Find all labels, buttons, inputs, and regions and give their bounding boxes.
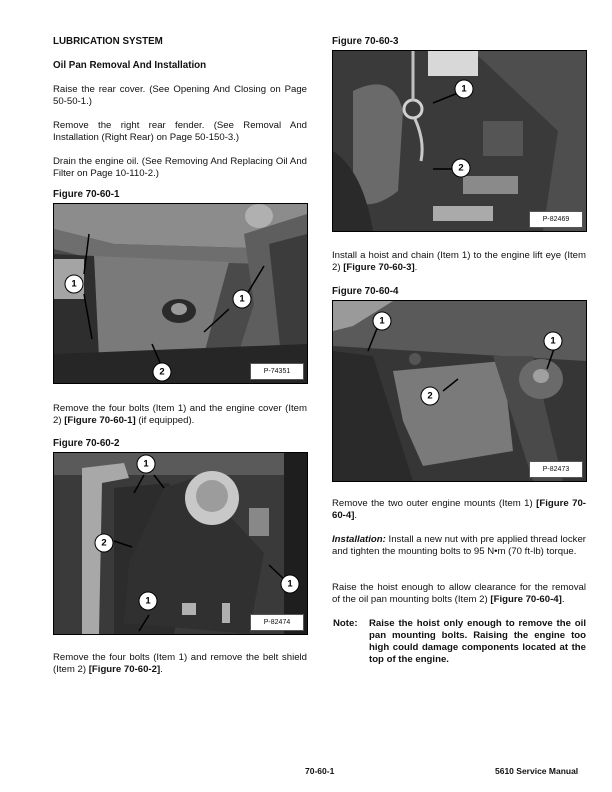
callout-item-1: 1	[544, 332, 563, 351]
engine-mounts-photo	[333, 301, 586, 481]
step-raise-hoist	[332, 582, 586, 606]
hoist-chain-photo	[333, 51, 586, 231]
callout-item-2: 2	[153, 363, 172, 382]
page-number: 70-60-1	[305, 766, 335, 776]
photo-code: P-74351	[250, 363, 304, 380]
step-text: .	[414, 262, 418, 273]
section-title: LUBRICATION SYSTEM	[53, 36, 163, 47]
step-remove-belt-shield	[53, 652, 307, 676]
note-text: Raise the hoist only enough to remove the oil pan mounting bolts. Raising the engine too high could damage components located at the top of the engine.	[369, 618, 586, 665]
photo-code: P-82474	[250, 614, 304, 631]
callout-item-2: 2	[95, 534, 114, 553]
figure-reference[interactable]: [Figure 70-60-2]	[88, 664, 161, 675]
callout-item-1: 1	[233, 290, 252, 309]
step-text: .	[160, 664, 163, 675]
callout-item-2: 2	[421, 387, 440, 406]
procedure-title: Oil Pan Removal And Installation	[53, 60, 207, 71]
figure-caption: Figure 70-60-3	[332, 36, 399, 47]
figure-70-60-2-photo	[53, 452, 308, 635]
engine-cover-photo	[54, 204, 307, 383]
figure-reference[interactable]: [Figure 70-60-1]	[64, 415, 136, 426]
callout-item-1: 1	[281, 575, 300, 594]
callout-item-1: 1	[137, 455, 156, 474]
callout-item-1: 1	[373, 312, 392, 331]
installation-instruction	[332, 534, 586, 558]
figure-reference[interactable]: [Figure 70-60-4]	[332, 498, 586, 521]
figure-reference[interactable]: [Figure 70-60-3]	[343, 262, 415, 273]
figure-70-60-4-photo	[332, 300, 587, 482]
figure-70-60-1-photo	[53, 203, 308, 384]
figure-caption: Figure 70-60-2	[53, 438, 120, 449]
figure-reference[interactable]: [Figure 70-60-4]	[490, 594, 562, 605]
step-remove-fender: Remove the right rear fender. (See Removal And Installation (Right Rear) on Page 50-150-3.)	[53, 120, 307, 143]
step-drain-oil: Drain the engine oil. (See Removing And Replacing Oil And Filter on Page 10-110-2.)	[53, 156, 307, 179]
step-text: Remove the four bolts (Item 1) and remove the belt shield (Item 2)	[53, 652, 307, 675]
photo-code: P-82469	[529, 211, 583, 228]
figure-70-60-3-photo	[332, 50, 587, 232]
step-text: Install a hoist and chain (Item 1) to the engine lift eye (Item 2)	[332, 250, 586, 273]
figure-caption: Figure 70-60-4	[332, 286, 399, 297]
installation-label: Installation:	[332, 534, 386, 545]
callout-item-2: 2	[452, 159, 471, 178]
manual-title: 5610 Service Manual	[495, 766, 579, 776]
belt-shield-photo	[54, 453, 307, 634]
step-text: .	[561, 594, 565, 605]
figure-caption: Figure 70-60-1	[53, 189, 120, 200]
installation-text: Install a new nut with pre applied thread locker and tighten the mounting bolts to 95 N•m (70 ft-lb) torque.	[332, 534, 586, 557]
step-text: (if equipped).	[135, 415, 195, 426]
step-text: Remove the two outer engine mounts (Item 1)	[332, 498, 537, 509]
step-text: .	[354, 510, 358, 521]
step-raise-rear-cover: Raise the rear cover. (See Opening And Closing on Page 50-50-1.)	[53, 84, 307, 107]
note-label: Note:	[333, 618, 358, 629]
callout-item-1: 1	[139, 592, 158, 611]
step-remove-engine-cover	[53, 403, 307, 427]
photo-code: P-82473	[529, 461, 583, 478]
callout-item-1: 1	[65, 275, 84, 294]
step-remove-engine-mounts	[332, 498, 586, 522]
step-text: Raise the hoist enough to allow clearance for the removal of the oil pan mounting bolts (Item 2)	[332, 582, 586, 605]
step-text: Remove the four bolts (Item 1) and the engine cover (Item 2)	[53, 403, 307, 426]
callout-item-1: 1	[455, 80, 474, 99]
step-install-hoist	[332, 250, 586, 274]
